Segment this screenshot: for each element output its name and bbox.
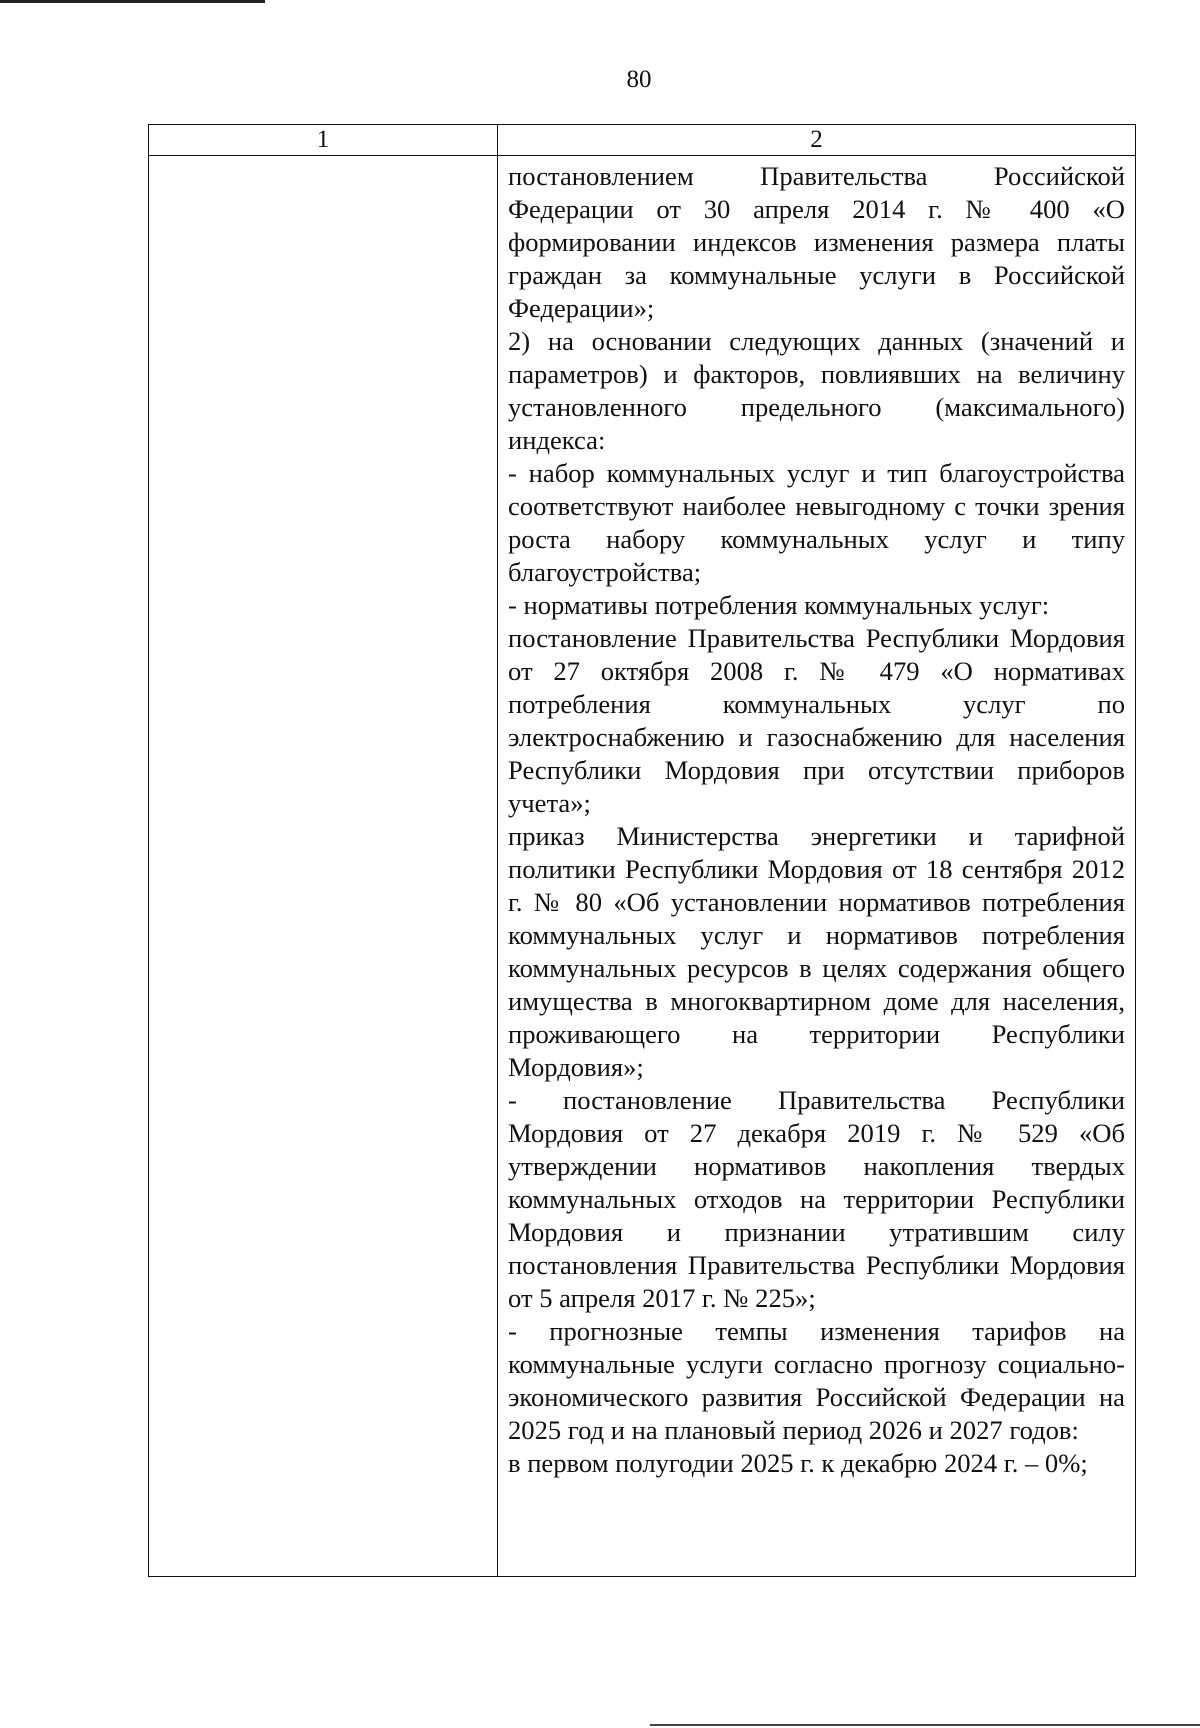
column-2-cell [498, 156, 1136, 1577]
document-table [148, 124, 1136, 1577]
column-header-1: 1 [149, 125, 498, 156]
scan-edge-top [0, 0, 265, 3]
scan-edge-bottom [650, 1724, 1200, 1726]
column-header-2: 2 [498, 125, 1136, 156]
column-1-cell [149, 156, 498, 1577]
paragraph: постановление Правительства Республики Мордовия от 27 октября 2008 г. № 479 «О нормативах потребления коммунальных услуг по электроснабжению и газоснабжению для населения Республики Мордовия при отсутствии приборов учета»; [508, 623, 1125, 818]
paragraph: в первом полугодии 2025 г. к декабрю 2024 г. – 0%; [508, 1448, 1088, 1478]
paragraph: 2) на основании следующих данных (значений и параметров) и факторов, повлиявших на величину установленного предельного (максимального) индекса: [508, 326, 1125, 455]
paragraph: постановлением Правительства Российской Федерации от 30 апреля 2014 г. № 400 «О формировании индексов изменения размера платы граждан за коммунальные услуги в Российской Федерации»; [508, 161, 1125, 323]
table-row [149, 156, 1136, 1577]
paragraph: - набор коммунальных услуг и тип благоустройства соответствуют наиболее невыгодному с точки зрения роста набору коммунальных услуг и типу благоустройства; [508, 458, 1125, 587]
paragraph: приказ Министерства энергетики и тарифной политики Республики Мордовия от 18 сентября 2012 г. № 80 «Об установлении нормативов потребления коммунальных услуг и нормативов потребления коммунальных ресурсов в целях содержания общего имущества в многоквартирном доме для населения, проживающего на территории Республики Мордовия»; [508, 821, 1125, 1082]
table-header-row [149, 125, 1136, 156]
page-number: 80 [626, 66, 652, 93]
paragraph: - прогнозные темпы изменения тарифов на коммунальные услуги согласно прогнозу социально-экономического развития Российской Федерации на 2025 год и на плановый период 2026 и 2027 годов: [508, 1316, 1125, 1445]
paragraph: - нормативы потребления коммунальных услуг: [508, 590, 1050, 620]
column-2-text [498, 156, 1135, 1480]
paragraph: - постановление Правительства Республики Мордовия от 27 декабря 2019 г. № 529 «Об утверждении нормативов накопления твердых коммунальных отходов на территории Республики Мордовия и признании утратившим силу постановления Правительства Республики Мордовия от 5 апреля 2017 г. № 225»; [508, 1085, 1125, 1313]
